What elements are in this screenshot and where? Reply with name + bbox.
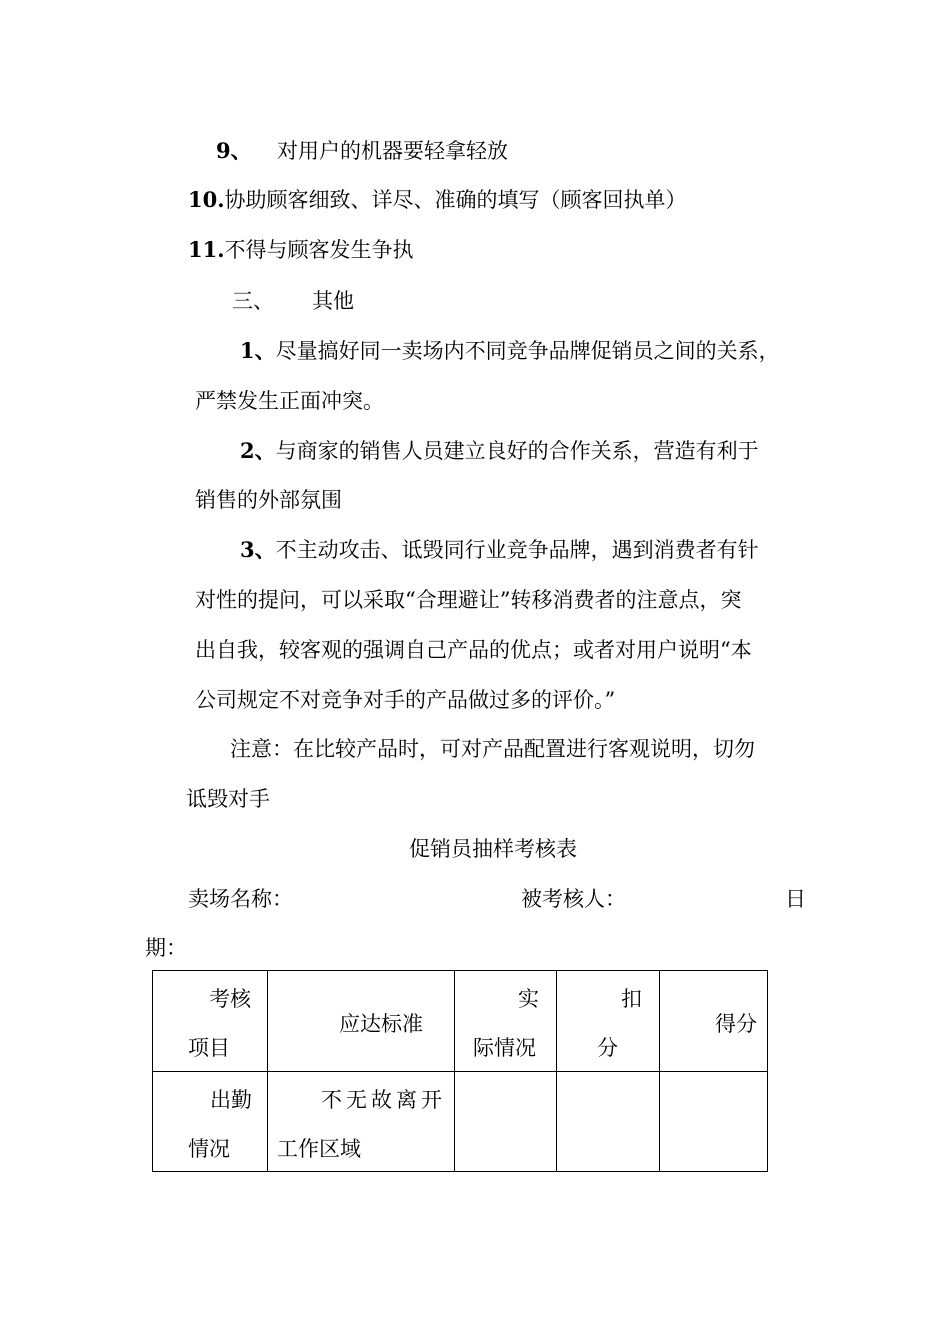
header-score-text: 得分 <box>715 1012 757 1036</box>
section-number: 三、 <box>232 289 274 313</box>
row-item-line-1: 出勤 <box>210 1088 252 1112</box>
row-standard-line-1: 不无故离开 <box>321 1088 446 1112</box>
item-11-number: 11. <box>188 237 225 262</box>
header-deduct-line-2: 分 <box>597 1036 618 1060</box>
table-row <box>153 1072 768 1172</box>
para-3-line-3: 出自我，较客观的强调自己产品的优点；或者对用户说明“本 <box>195 638 752 662</box>
note-line-1: 注意：在比较产品时，可对产品配置进行客观说明，切勿 <box>230 737 755 761</box>
para-3-number: 3、 <box>240 537 276 562</box>
para-2-text: 与商家的销售人员建立良好的合作关系，营造有利于 <box>275 439 759 463</box>
header-deduct <box>557 971 660 1072</box>
header-item-line-2: 项目 <box>188 1036 230 1060</box>
date-label-part-1: 日 <box>785 887 806 911</box>
row-deduct <box>557 1072 660 1172</box>
para-2-line-1 <box>240 437 759 465</box>
header-actual <box>455 971 557 1072</box>
para-1-text: 尽量搞好同一卖场内不同竞争品牌促销员之间的关系， <box>275 339 780 363</box>
item-10-text: 协助顾客细致、详尽、准确的填写（顾客回执单） <box>224 188 687 212</box>
note-line-2: 诋毁对手 <box>186 787 270 811</box>
item-9-number: 9、 <box>216 138 252 163</box>
para-2-line-2: 销售的外部氛围 <box>195 488 342 512</box>
row-actual <box>455 1072 557 1172</box>
para-3-text: 不主动攻击、诋毁同行业竞争品牌，遇到消费者有针 <box>275 538 759 562</box>
row-item-line-2: 情况 <box>188 1137 230 1161</box>
item-10-number: 10. <box>188 187 225 212</box>
header-standard <box>268 971 455 1072</box>
row-item <box>153 1072 268 1172</box>
header-score <box>660 971 768 1072</box>
para-3-line-4: 公司规定不对竞争对手的产品做过多的评价。” <box>195 688 616 712</box>
row-standard-line-2: 工作区域 <box>277 1137 361 1161</box>
header-deduct-line-1: 扣 <box>621 987 642 1011</box>
item-11 <box>188 236 414 264</box>
row-score <box>660 1072 768 1172</box>
item-9-text: 对用户的机器要轻拿轻放 <box>277 139 508 163</box>
para-2-number: 2、 <box>240 438 276 463</box>
header-standard-text: 应达标准 <box>339 1012 423 1036</box>
date-label-part-2: 期： <box>145 936 187 960</box>
para-3-line-1 <box>240 536 759 564</box>
venue-label: 卖场名称： <box>188 887 293 911</box>
table-header-row <box>153 971 768 1072</box>
row-standard <box>268 1072 455 1172</box>
header-item-line-1: 考核 <box>209 987 251 1011</box>
item-10 <box>188 186 687 214</box>
para-1-line-1 <box>240 337 780 365</box>
examinee-label: 被考核人： <box>521 887 626 911</box>
para-3-line-2: 对性的提问，可以采取“合理避让”转移消费者的注意点，突 <box>195 588 742 612</box>
assessment-table <box>152 970 768 1172</box>
para-1-line-2: 严禁发生正面冲突。 <box>195 389 384 413</box>
header-actual-line-2: 际情况 <box>473 1036 536 1060</box>
form-title: 促销员抽样考核表 <box>409 837 577 861</box>
header-item <box>153 971 268 1072</box>
header-actual-line-1: 实 <box>518 987 539 1011</box>
section-title: 其他 <box>312 289 354 313</box>
para-1-number: 1、 <box>240 338 276 363</box>
item-11-text: 不得与顾客发生争执 <box>224 238 414 262</box>
